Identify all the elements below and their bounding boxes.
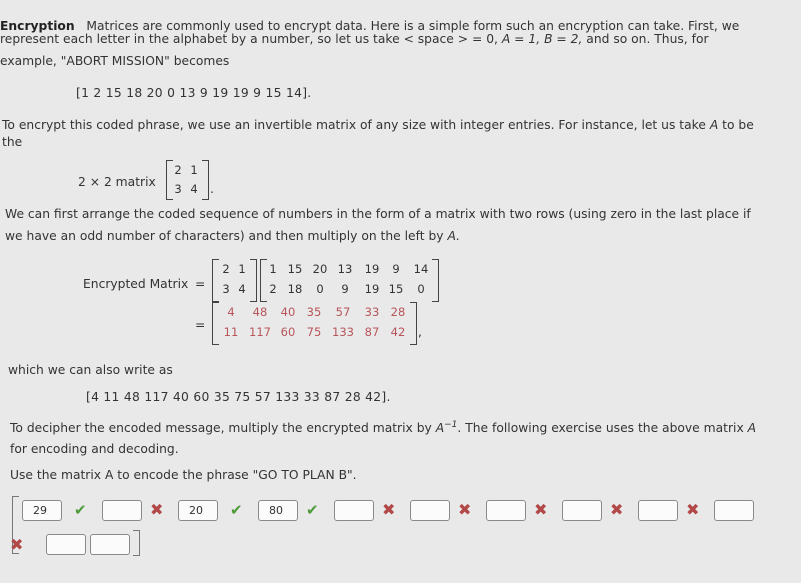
result-cell: 11 [223,325,239,339]
bracket-left [212,259,219,302]
section-title: Encryption [0,19,75,33]
answer-box-11[interactable] [46,534,86,555]
answer-box-12[interactable] [90,534,130,555]
answer-box-4[interactable]: 80 [258,500,298,521]
matrix-cell: 0 [316,282,324,296]
result-cell: 60 [280,325,296,339]
result-cell: 42 [390,325,406,339]
answer-box-2[interactable] [102,500,142,521]
answer-box-7[interactable] [486,500,526,521]
para5-line-2: for encoding and decoding. [10,442,179,456]
equals-sign: = [195,277,206,291]
check-icon: ✔ [74,501,87,519]
para2-line-1 [2,118,754,132]
matrix-cell: 2 [269,282,277,296]
cross-icon: ✖ [458,500,472,519]
intro-text-2b: = 0, [471,32,498,46]
equals-sign: = [195,318,206,332]
intro-text-2a: represent each letter in the alphabet by a number, so let us take [0,32,400,46]
a-inverse-base: A [435,421,445,436]
para2-text: To encrypt this coded phrase, we use an invertible matrix of any size with integer entries. For instance, let us take [2,118,706,132]
check-icon: ✔ [230,501,243,519]
matrix-a-cell: 4 [190,182,198,196]
intro-text-2c: and so on. Thus, for [586,32,709,46]
bracket-right [432,259,439,302]
bracket-right [410,302,417,345]
a-definition: A = 1, [501,32,541,46]
intro-line-3: example, "ABORT MISSION" becomes [0,54,230,68]
answer-box-5[interactable] [334,500,374,521]
result-cell: 28 [390,305,406,319]
encrypted-label: Encrypted Matrix [83,277,189,291]
result-cell: 117 [249,325,271,339]
answer-box-8[interactable] [562,500,602,521]
bracket-right [202,160,209,200]
space-token: < space > [403,32,469,46]
matrix-cell: 20 [312,262,328,276]
answer-box-1[interactable]: 29 [22,500,62,521]
matrix-cell: 15 [287,262,303,276]
matrix-cell: 9 [392,262,400,276]
intro-line-1 [0,19,739,33]
intro-line-2 [0,32,709,46]
result-cell: 33 [364,305,380,319]
result-cell: 40 [280,305,296,319]
bracket-left [212,302,219,345]
cross-icon: ✖ [150,500,164,519]
matrix-cell: 13 [337,262,353,276]
matrix-cell: 14 [413,262,429,276]
a-inverse [436,421,458,435]
cross-icon: ✖ [686,500,700,519]
matrix-a-cell: 2 [174,163,182,177]
para5-text-b: . The following exercise uses the above matrix [457,421,744,436]
para3-text: we have an odd number of characters) and then multiply on the left by [5,229,444,243]
matrix-cell: 2 [222,262,230,276]
answer-box-6[interactable] [410,500,450,521]
matrix-a-period: . [210,182,214,196]
result-cell: 87 [364,325,380,339]
a-inverse-exp: −1 [444,420,458,430]
matrix-cell: 19 [364,262,380,276]
intro-text-1: Matrices are commonly used to encrypt data. Here is a simple form such an encryption can take. First, we [86,19,740,33]
matrix-a-cell: 1 [190,163,198,177]
matrix-cell: 1 [269,262,277,276]
matrix-a-ref: A. [447,229,461,243]
matrix-cell: 3 [222,282,230,296]
answer-box-10[interactable] [714,500,754,521]
matrix-cell: 15 [388,282,404,296]
matrix-cell: 19 [364,282,380,296]
b-definition: B = 2, [544,32,583,46]
cross-icon: ✖ [610,500,624,519]
result-comma: , [418,325,422,339]
result-cell: 4 [227,305,235,319]
para4-line: which we can also write as [8,363,173,377]
para5-line-1 [10,420,756,435]
matrix-a-ref: A [709,118,719,132]
exercise-prompt: Use the matrix A to encode the phrase "GO TO PLAN B". [10,468,357,482]
cross-icon: ✖ [382,500,396,519]
para3-line-2 [5,229,460,243]
answer-box-3[interactable]: 20 [178,500,218,521]
result-cell: 133 [332,325,354,339]
coded-sequence: [1 2 15 18 20 0 13 9 19 19 9 15 14]. [76,86,312,100]
matrix-cell: 9 [341,282,349,296]
cross-icon: ✖ [10,535,24,554]
para5-text: To decipher the encoded message, multiply the encrypted matrix by [10,421,432,436]
para2-text-end: to be [722,118,754,132]
para3-line-1: We can first arrange the coded sequence of numbers in the form of a matrix with two rows (using zero in the last place if [5,207,751,221]
check-icon: ✔ [306,501,319,519]
result-cell: 48 [252,305,268,319]
matrix-cell: 4 [238,282,246,296]
matrix-cell: 18 [287,282,303,296]
result-cell: 75 [306,325,322,339]
matrix-a-cell: 3 [174,182,182,196]
para2-line-2: the [2,135,23,149]
answer-box-9[interactable] [638,500,678,521]
encrypted-sequence: [4 11 48 117 40 60 35 75 57 133 33 87 28 42]. [86,390,391,404]
matrix-cell: 1 [238,262,246,276]
matrix-cell: 0 [417,282,425,296]
matrix-a-label: 2 × 2 matrix [78,175,156,189]
result-cell: 57 [335,305,351,319]
matrix-a-ref: A [747,421,757,436]
result-cell: 35 [306,305,322,319]
answer-bracket-right [133,530,140,556]
cross-icon: ✖ [534,500,548,519]
bracket-right [250,259,257,302]
